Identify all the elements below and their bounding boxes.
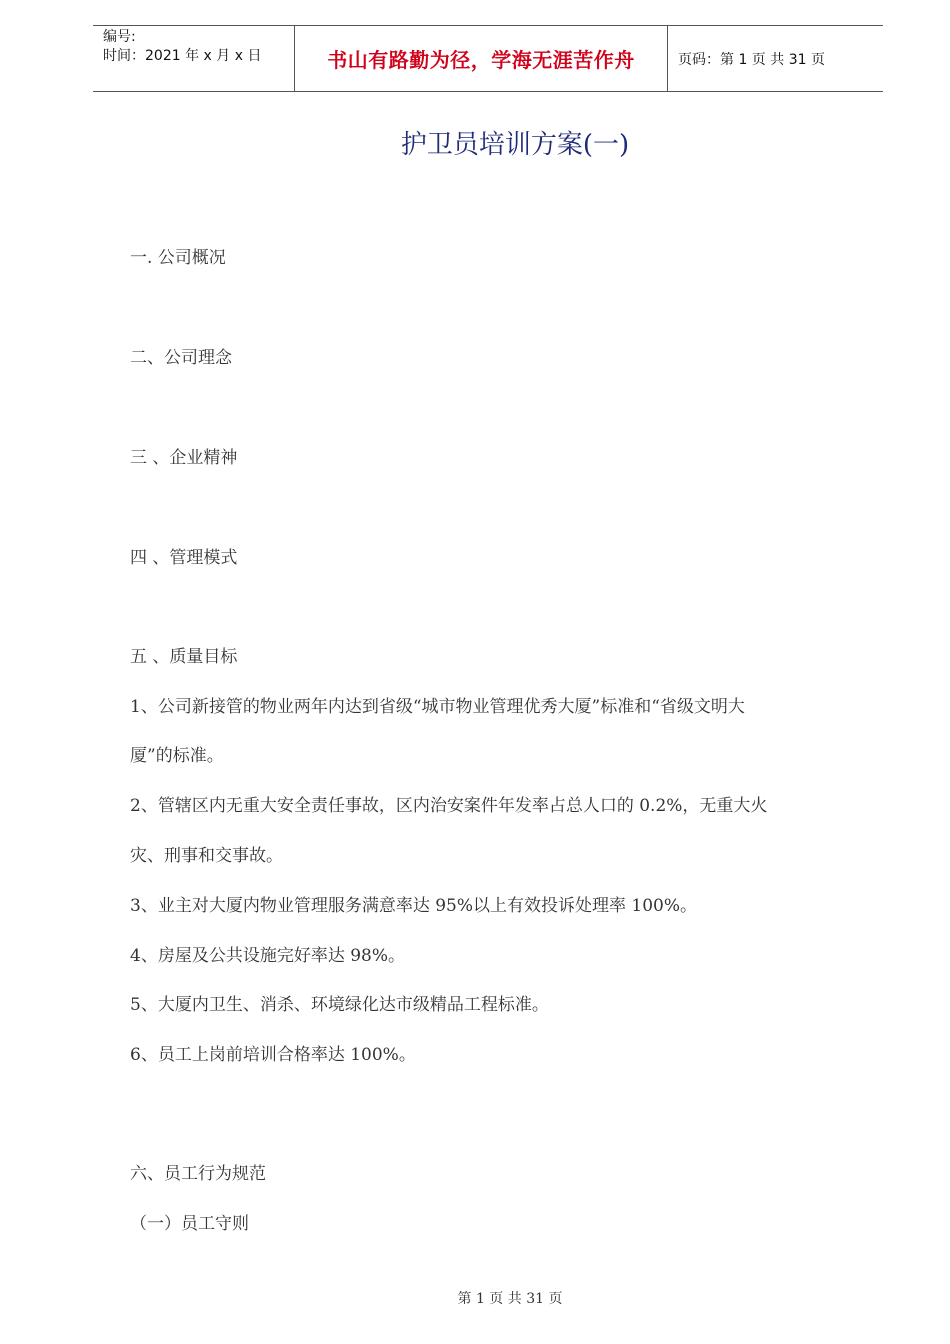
paragraph-line: 1、公司新接管的物业两年内达到省级“城市物业管理优秀大厦”标准和“省级文明大 [130, 697, 745, 717]
paragraph-line: 3、业主对大厦内物业管理服务满意率达 95%以上有效投诉处理率 100%。 [130, 896, 698, 916]
header-meta [93, 26, 295, 91]
document-title: 护卫员培训方案(一) [400, 130, 630, 160]
paragraph-line: 4、房屋及公共设施完好率达 98%。 [130, 946, 406, 966]
header-page-info: 页码：第 1 页 共 31 页 [678, 51, 825, 68]
paragraph-line: 灾、刑事和交事故。 [130, 846, 283, 866]
paragraph-line: 2、管辖区内无重大安全责任事故，区内治安案件年发率占总人口的 0.2%，无重大火 [130, 796, 768, 816]
page-footer: 第 1 页 共 31 页 [457, 1291, 563, 1307]
section-heading: 一. 公司概况 [130, 248, 226, 268]
subsection-heading: （一）员工守则 [130, 1214, 249, 1234]
section-heading: 四 、管理模式 [130, 548, 238, 568]
section-heading: 六、员工行为规范 [130, 1164, 266, 1184]
page-header [93, 25, 883, 92]
paragraph-line: 5、大厦内卫生、消杀、环境绿化达市级精品工程标准。 [130, 995, 549, 1015]
header-motto: 书山有路勤为径，学海无涯苦作舟 [295, 26, 668, 91]
number-label: 编号: [103, 29, 136, 45]
time-label: 时间：2021 年 x 月 x 日 [103, 48, 262, 64]
section-heading: 二、公司理念 [130, 348, 232, 368]
section-heading: 五 、质量目标 [130, 647, 238, 667]
section-heading: 三 、企业精神 [130, 448, 238, 468]
paragraph-line: 6、员工上岗前培训合格率达 100%。 [130, 1045, 416, 1065]
paragraph-line: 厦”的标准。 [130, 746, 224, 766]
